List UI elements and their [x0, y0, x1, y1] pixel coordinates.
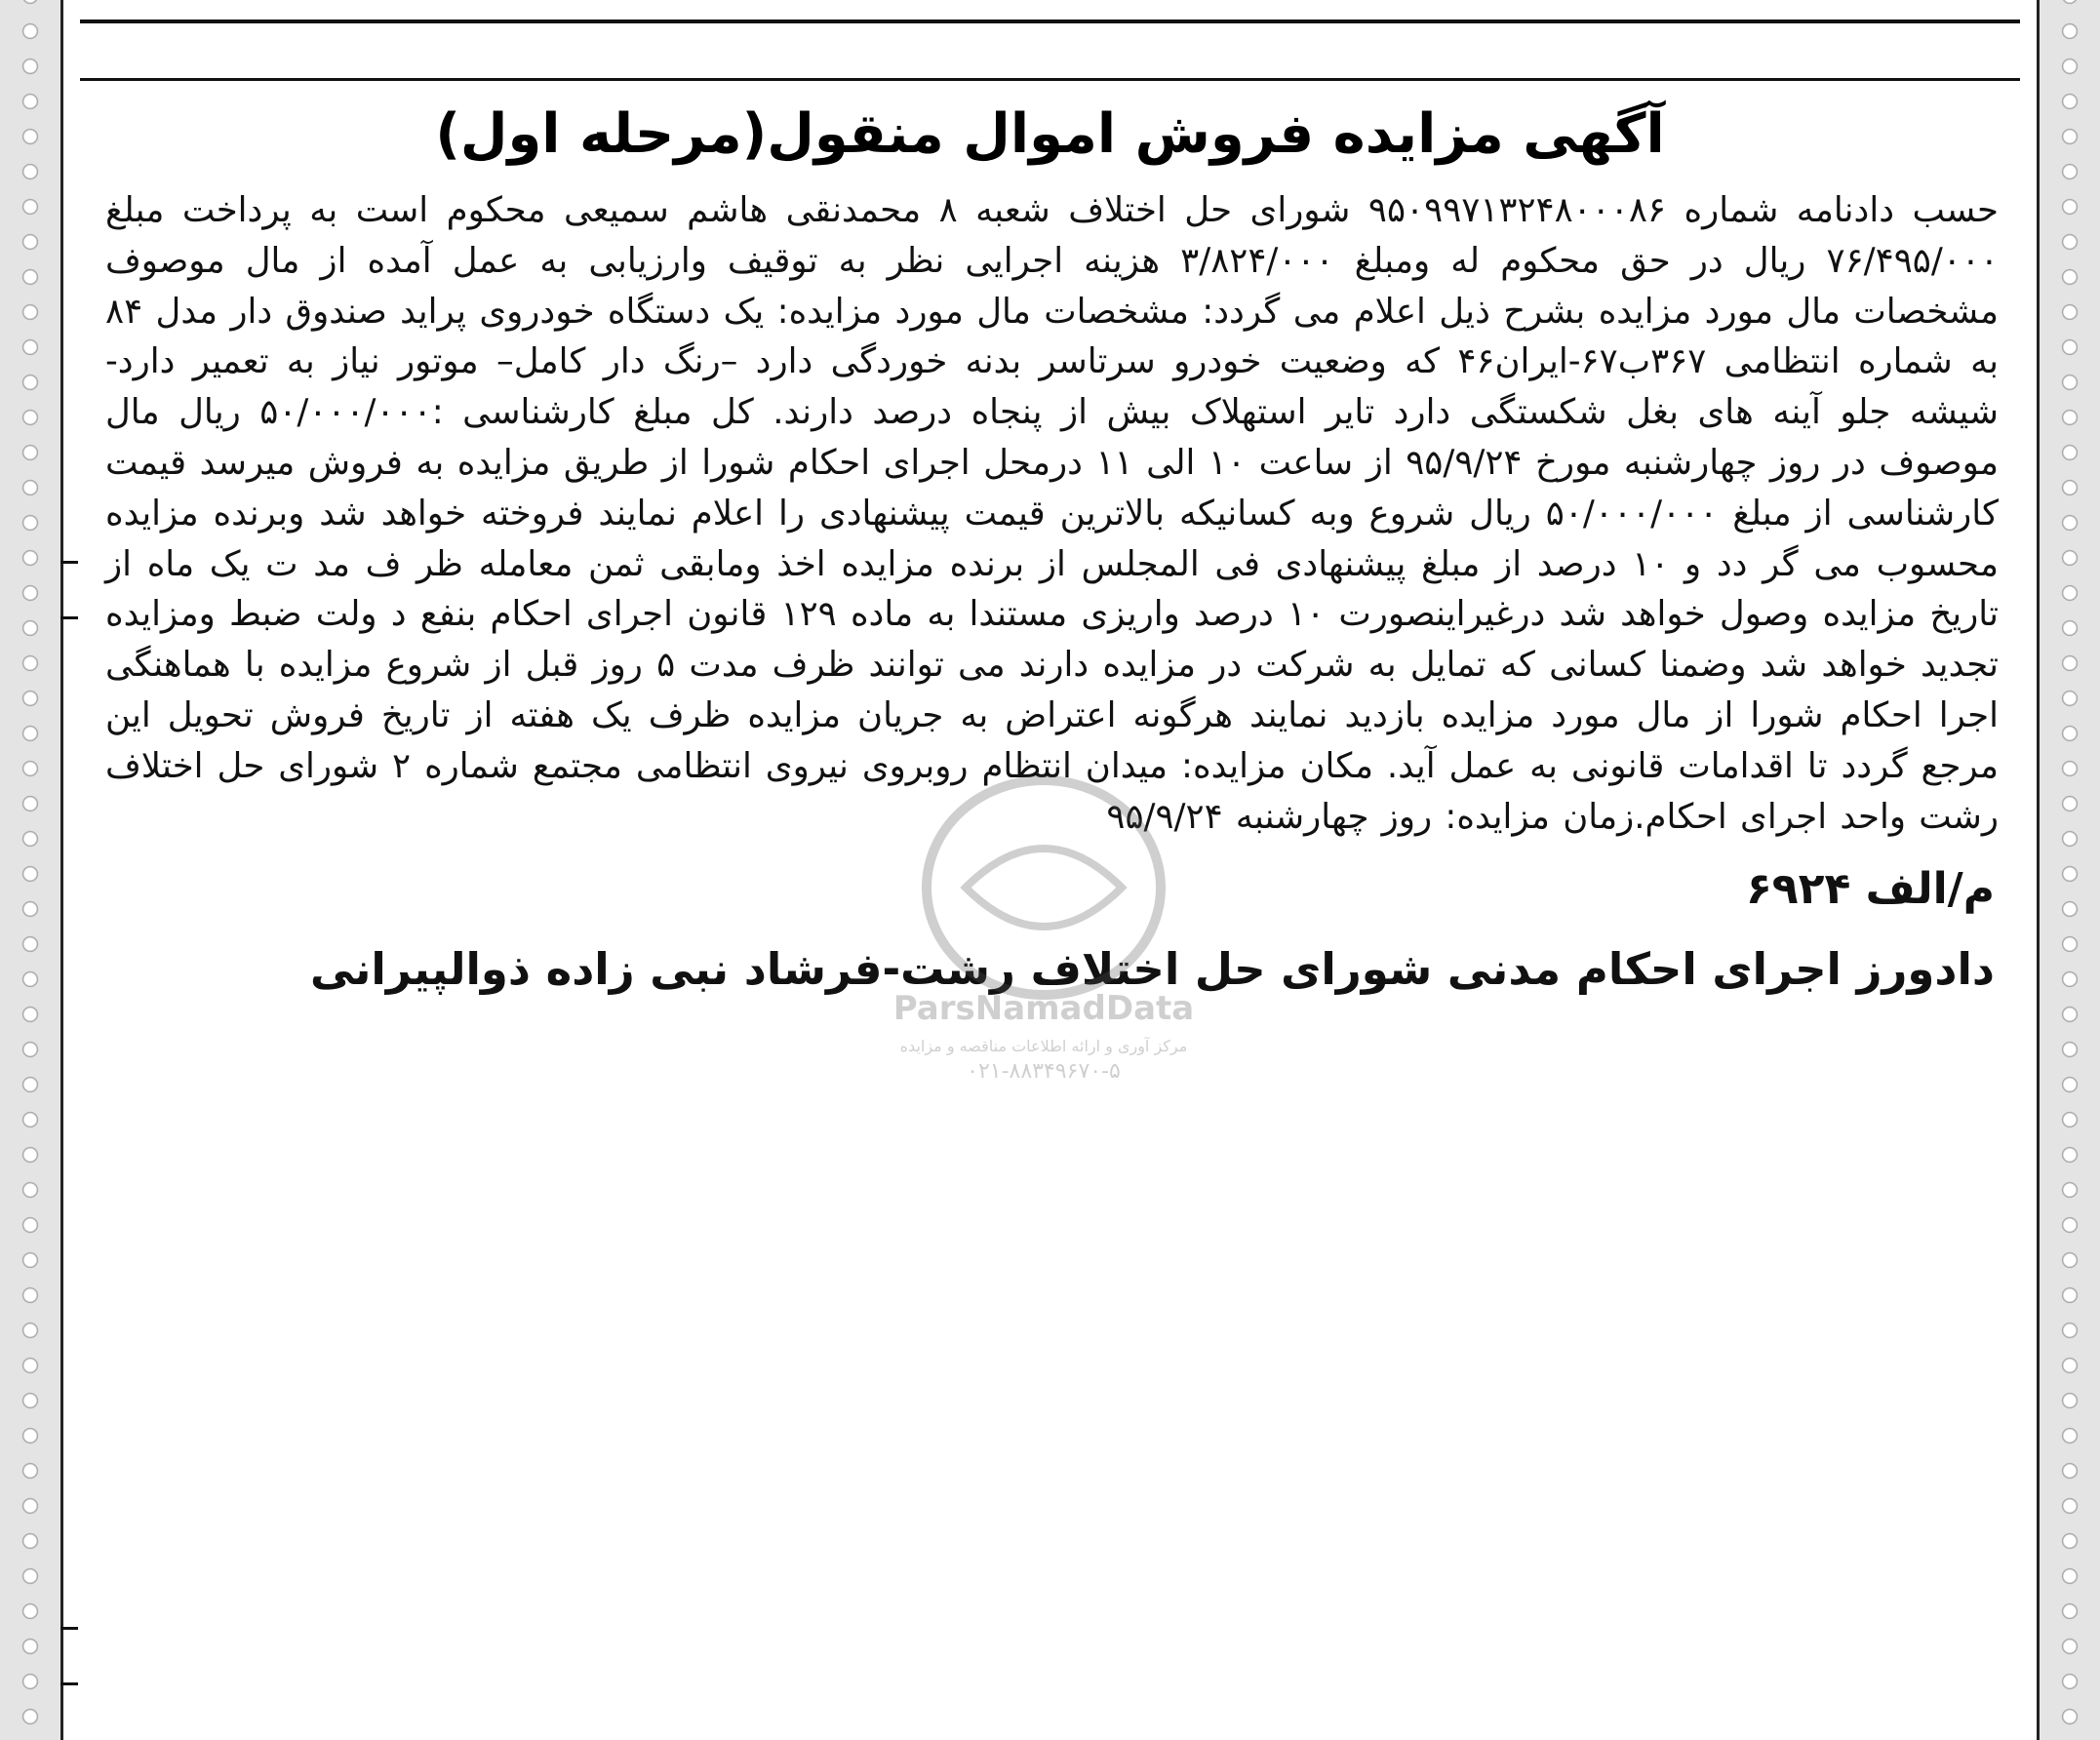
margin-rule: [60, 561, 78, 564]
left-perforated-margin: [0, 0, 63, 1740]
margin-rule: [60, 616, 78, 619]
perforation-holes: [0, 0, 60, 1740]
top-border-band: [80, 0, 2020, 81]
watermark-subtitle: مرکز آوری و ارائه اطلاعات مناقصه و مزایده: [899, 1037, 1188, 1055]
notice-title: آگهی مزایده فروش اموال منقول(مرحله اول): [435, 102, 1665, 166]
watermark-brand: ParsNamadData: [892, 989, 1195, 1028]
right-perforated-margin: [2037, 0, 2100, 1740]
auction-notice: [84, 90, 2016, 1740]
margin-rule: [60, 1627, 78, 1630]
notice-reference-code: م/الف ۶۹۲۴: [1745, 864, 1995, 915]
top-rule: [80, 20, 2020, 23]
perforation-holes: [2040, 0, 2100, 1740]
notice-signature: دادورز اجرای احکام مدنی شورای حل اختلاف رشت-فرشاد نبی زاده ذوالپیرانی: [310, 943, 1995, 996]
watermark-phone: ۰۲۱-۸۸۳۴۹۶۷۰-۵: [967, 1059, 1121, 1084]
notice-body: حسب دادنامه شماره ۹۵۰۹۹۷۱۳۲۴۸۰۰۰۸۶ شورای حل اختلاف شعبه ۸ محمدنقی هاشم سمیعی محکوم است به پرداخت مبلغ ۷۶/۴۹۵/۰۰۰ ریال در حق محکوم له ومبلغ ۳/۸۲۴/۰۰۰ هزینه اجرایی نظر به توقیف وارزیابی به عمل آمده از مال موصوف مشخصات مال مورد مزایده بشرح ذیل اعلام می گردد: مشخصات مال مورد مزایده: یک دستگاه خودروی پراید صندوق دار مدل ۸۴ به شماره انتظامی ۳۶۷ب۶۷-ایران۴۶ که وضعیت خودرو سرتاسر بدنه خوردگی دارد –رنگ دار کامل– موتور نیاز به تعمیر دارد-شیشه جلو آینه های بغل شکستگی دارد تایر استهلاک بیش از پنجاه درصد دارند. کل مبلغ کارشناسی :۵۰/۰۰۰/۰۰۰ ریال مال موصوف در روز چهارشنبه مورخ ۹۵/۹/۲۴ از ساعت ۱۰ الی ۱۱ درمحل اجرای احکام شورا از طریق مزایده به فروش میرسد قیمت کارشناسی از مبلغ ۵۰/۰۰۰/۰۰۰ ریال شروع وبه کسانیکه بالاترین قیمت پیشنهادی را اعلام نمایند فروخته خواهد شد وبرنده مزایده محسوب می گر دد و ۱۰ درصد از مبلغ پیشنهادی فی المجلس از برنده مزایده اخذ ومابقی ثمن معامله ظر ف مد ت یک ماه از تاریخ مزایده وصول خواهد شد درغیراینصورت ۱۰ درصد واریزی مستندا به ماده ۱۲۹ قانون اجرای احکام بنفع د ولت ضبط ومزایده تجدید خواهد شد وضمنا کسانی که تمایل به شرکت در مزایده دارند می توانند ظرف مدت ۵ روز قبل از شروع مزایده با هماهنگی اجرا احکام شورا از مال مورد مزایده بازدید نمایند هرگونه اعتراض به جریان مزایده ظرف یک هفته از تاریخ فروش تحویل این مرجع گردد تا اقدامات قانونی به عمل آید. مکان مزایده: میدان انتظام روبروی نیروی انتظامی مجتمع شماره ۲ شورای حل اختلاف رشت واحد اجرای احکام.زمان مزایده: روز چهارشنبه ۹۵/۹/۲۴: [105, 190, 2000, 837]
margin-rule: [60, 1682, 78, 1685]
